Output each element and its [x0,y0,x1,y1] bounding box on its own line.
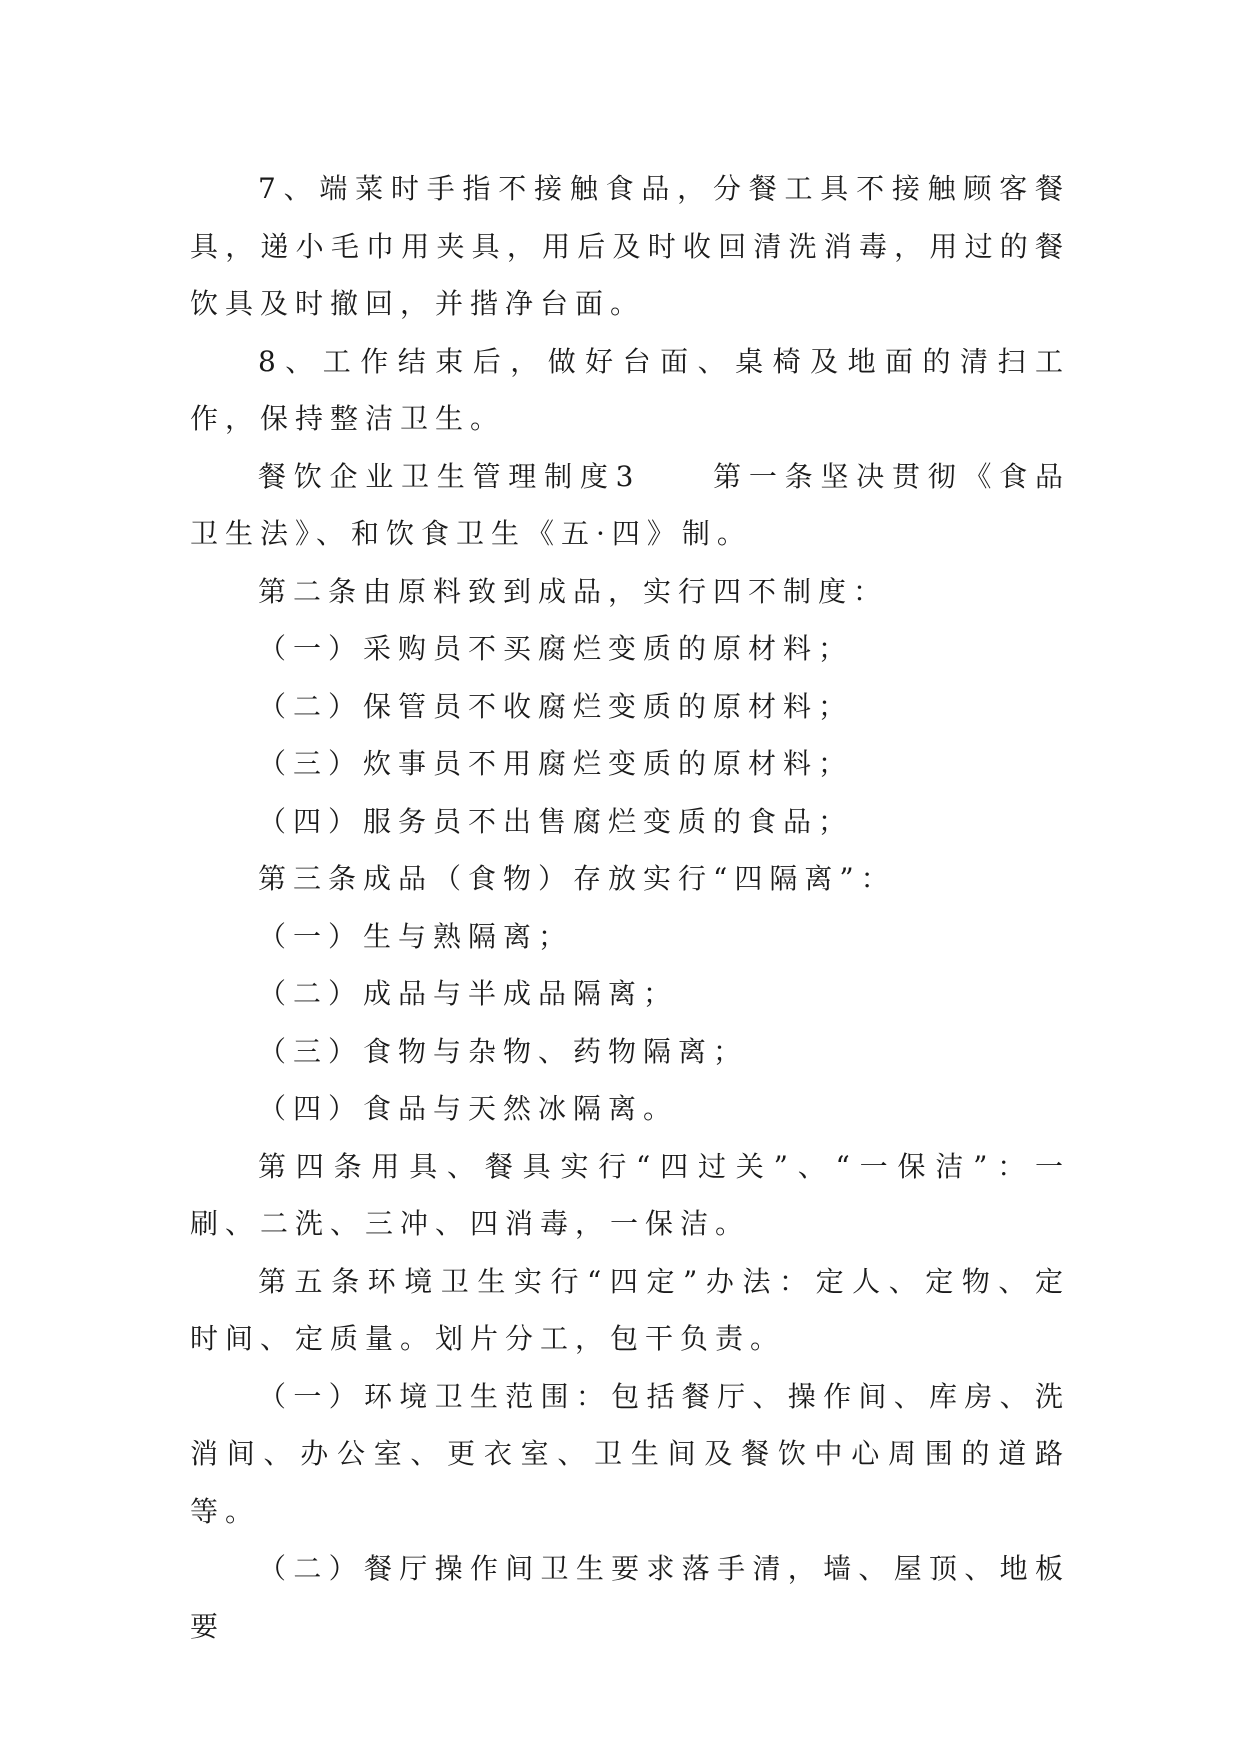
article-5-item-1: （一）环境卫生范围：包括餐厅、操作间、库房、洗消间、办公室、更衣室、卫生间及餐饮中心周围的道路等。 [190,1379,1070,1528]
article-3-item-3: （三）食物与杂物、药物隔离； [258,1034,749,1068]
article-2-item-1: （一）采购员不买腐烂变质的原材料； [258,632,854,665]
section-heading-paragraph [190,448,1070,563]
article-3-item-2: （二）成品与半成品隔离； [258,977,679,1010]
article-2: 第二条由原料致到成品，实行四不制度： [258,574,889,608]
article-3: 第三条成品（食物）存放实行“四隔离”： [258,862,896,895]
article-2-item-3: （三）炊事员不用腐烂变质的原材料； [258,747,854,780]
paragraph-item-7: 7、端菜时手指不接触食品，分餐工具不接触顾客餐具，递小毛巾用夹具，用后及时收回清洗消毒，用过的餐饮具及时撤回，并揩净台面。 [190,172,1070,320]
article-3-item-4: （四）食品与天然冰隔离。 [258,1092,679,1125]
article-2-item-4: （四）服务员不出售腐烂变质的食品； [258,804,854,838]
article-2-item-2: （二）保管员不收腐烂变质的原材料； [258,689,854,723]
paragraph-item-8: 8、工作结束后，做好台面、桌椅及地面的清扫工作，保持整洁卫生。 [190,344,1070,435]
article-4: 第四条用具、餐具实行“四过关”、“一保洁”：一刷、二洗、三冲、四消毒，一保洁。 [190,1149,1070,1240]
article-5: 第五条环境卫生实行“四定”办法：定人、定物、定时间、定质量。划片分工，包干负责。 [190,1264,1070,1355]
section-title: 餐饮企业卫生管理制度3 [258,459,641,493]
article-5-item-2: （二）餐厅操作间卫生要求落手清，墙、屋顶、地板要 [190,1552,1070,1643]
article-3-item-1: （一）生与熟隔离； [258,919,574,953]
document-body [190,160,1070,1655]
first-article: 第一条坚决贯彻《食品卫生法》、和饮食卫生《五·四》制。 [190,459,1070,550]
